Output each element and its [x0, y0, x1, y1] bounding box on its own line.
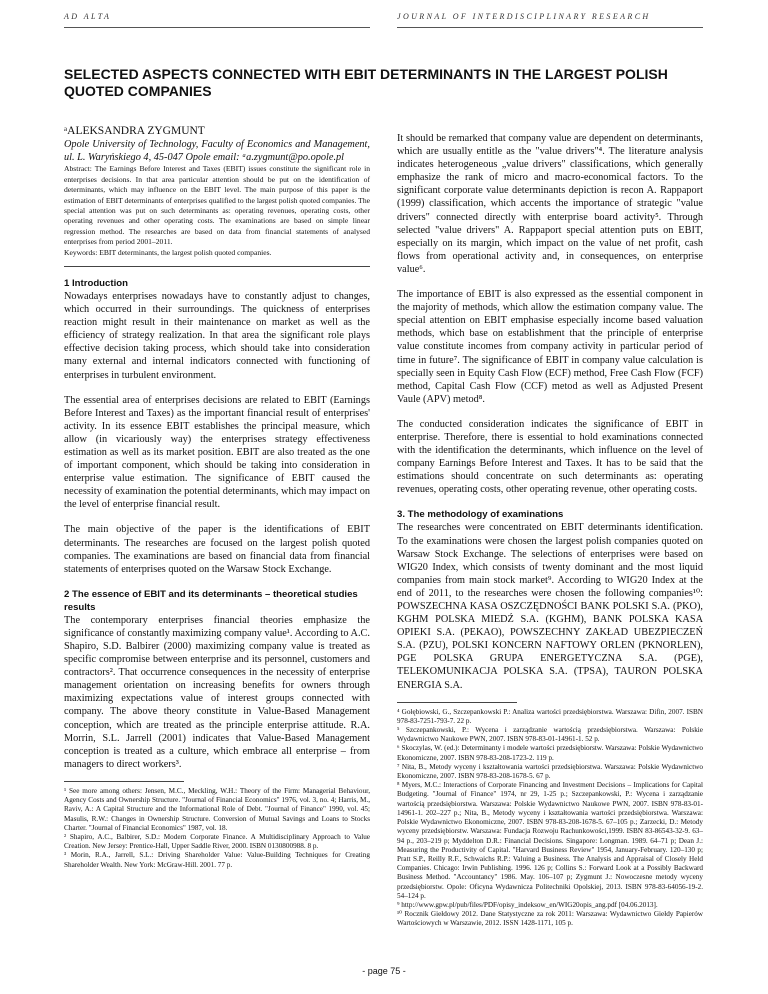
abstract-divider: [64, 266, 370, 267]
section-heading-introduction: 1 Introduction: [64, 277, 128, 289]
keywords: Keywords: EBIT determinants, the largest polish quoted companies.: [64, 247, 272, 257]
right-column: [397, 132, 703, 929]
footnote: ⁹ http://www.gpw.pl/pub/files/PDF/opisy_indeksow_en/WIG20opis_ang.pdf [04.06.2013].: [397, 900, 658, 909]
footnote: ⁴ Gołębiowski, G., Szczepankowski P.: Analiza wartości przedsiębiorstwa. Warszawa: Difin, 2007. ISBN 978-83-7251-793-7. 22 p.: [397, 707, 703, 725]
abstract: Abstract: The Earnings Before Interest and Taxes (EBIT) issues constitute the significant role in enterprises decisions. In that area particular attention should be put on the identification of determinants, which may influence on the EBIT level. The main purpose of this paper is the estimation of EBIT determinants of enterprises qualified to the largest polish quoted companies. The special attention was put on such determinants as: operating revenues, operating costs, other operating revenues and other operating costs. The examinations are based on simple linear regression method. The researches are based on data from financial statements of analysed enterprises from period 2001–2011.: [64, 164, 370, 247]
journal-name: JOURNAL OF INTERDISCIPLINARY RESEARCH: [397, 12, 651, 21]
footnote: ⁷ Nita, B., Metody wyceny i kształtowania wartości przedsiębiorstwa. Warszawa: Polskie Wydawnictwo Ekonomiczne, 2007. ISBN 978-83-208-1678-5. 67 p.: [397, 762, 703, 781]
section-heading-methodology: 3. The methodology of examinations: [397, 509, 564, 521]
determinants-paragraph: The conducted consideration indicates the significance of EBIT in enterprise. Therefore, there is essential to hold examinations connected with the identification the determinants, which influence on the level of company Earnings Before Interest and Taxes. It has to be said that the estimations should concentrate on such determinants as: operating revenues, operating costs, other operating revenue, other operating costs.: [397, 418, 703, 496]
footnote-divider-right: [397, 702, 517, 703]
left-column: [64, 125, 370, 870]
author-affiliation: Opole University of Technology, Faculty of Economics and Management, ul. L. Waryńskiego 4, 45-047 Opole email: ᵃa.zygmunt@po.opole.pl: [64, 139, 370, 164]
methodology-paragraph-1: The researches were concentrated on EBIT determinants identification. To the examinations were chosen the largest polish companies quoted on Warsaw Stock Exchange. The selections of enterprises were based on WIG20 Index, which consists of twenty dominant and the most liquid companies from main stock market⁹. According to WIG20 Index at the end of 2011, to the researches were chosen the following companies¹⁰: POWSZECHNA KASA OSZCZĘDNOŚCI BANK POLSKI S.A. (PKO), KGHM POLSKA MIEDŹ S.A. (KGHM), BANK POLSKA KASA OPIEKI S.A. (PEKAO), POWSZECHNY ZAKŁAD UBEZPIECZEŃ S.A. (PZU), POLSKI KONCERN NAFTOWY ORLEN (PKNORLEN), PGE POLSKA GRUPA ENERGETYCZNA S.A. (PGE), TELEKOMUNIKACJA POLSKA S.A. (TPSA), TAURON POLSKA ENERGIA S.A.: [397, 522, 703, 691]
author-name: ᵃALEKSANDRA ZYGMUNT: [64, 125, 205, 137]
intro-paragraph-2: The essential area of enterprises decisions are related to EBIT (Earnings Before Interest and Taxes) as the important financial result of enterprises' activity. In its essence EBIT establishes the principal measure, which allow (in vicariously way) the enterprises strategy effectiveness estimation as well as its market position. EBIT are also treated as the one of important component, which should be taking into consideration in enterprise value estimation. The significance of EBIT caused the necessity of examination the potential determinants, which may impact on the level of enterprise financial result.: [64, 394, 370, 511]
paper-title: SELECTED ASPECTS CONNECTED WITH EBIT DETERMINANTS IN THE LARGEST POLISH QUOTED COMPANIES: [64, 66, 668, 99]
section2-paragraph-1: The contemporary enterprises financial theories emphasize the significance of constantly maximizing company value¹. According to A.C. Shapiro, S.D. Balbirer (2000) maximizing company value is treated as specific compromise between enterprise and its personnel, customers and contractors². That occurrence consequences in the necessity of enterprise management orientation on increasing benefits for owners through maximizing expectations value of interest groups connected with company. The above theory constitute in Value-Based Management conception, which are treated as the principle enterprise attitude. R.A. Morrin, S.L. Jarrell (2001) indicates that Value-Based Management conception is treated as a culture, which embrace all enterprise – from managers to direct workers³.: [64, 614, 370, 770]
header-rule-right: [397, 27, 703, 28]
footnote: ¹ See more among others: Jensen, M.C., Meckling, W.H.: Theory of the Firm: Managerial Behaviour, Agency Costs and Ownership Structure. "Journal of Financial Economics" 1976, vol. 3, no. 4; Harris, M., Raviv, A.: A Capital Structure and the Informational Role of Debt. "Journal of Finance" 1990, vol. 45; Masulis, R.W.: Changes in Ownership Structure. Conversion of Mutual Savings and Loans to Stocks Charter. "Journal of Financial Economics" 1987, vol. 18.: [64, 786, 370, 832]
journal-abbrev: AD ALTA: [64, 12, 112, 21]
footnote: ⁶ Skoczylas, W. (ed.): Determinanty i modele wartości przedsiębiorstw. Warszawa: Polskie Wydawnictwo Ekonomiczne, 2007. ISBN 978-83-208-1723-2. 119 p.: [397, 744, 703, 762]
footnote: ³ Morin, R.A., Jarrell, S.L.: Driving Shareholder Value: Value-Building Techniques for Creating Shareholder Wealth. New York: McGraw-Hill. 2001. 77 p.: [64, 851, 370, 869]
footnote: ⁵ Szczepankowski, P.: Wycena i zarządzanie wartością przedsiębiorstwa. Warszawa: Polskie Wydawnictwo Naukowe PWN, 2007. ISBN 978-83-01-14961-1. 52 p.: [397, 726, 703, 744]
footnote-divider-left: [64, 781, 184, 782]
footnote: ⁸ Myers, M.C.: Interactions of Corporate Financing and Investment Decisions – Implications for Capital Budgeting. "Journal of Finance" 1974, nr 29, 1-25 p.; Szczepankowski, P.: Wycena i zarządzanie wartością przedsiębiorstwa. Warszawa: Polskie Wydawnictwo Naukowe PWN, 2007. ISBN 978-83-01-14961-1. 202–227 p.; Nita, B., Metody wyceny i kształtowania wartości przedsiębiorstwa. Warszawa: Polskie Wydawnictwo Ekonomiczne, 2007. ISBN 978-83-208-1678-5. 67–105 p.; Zarzecki, D.: Metody wyceny przedsiębiorstw. Warszawa: Fundacja Rozwoju Rachunkowości,1999. ISBN 83-86543-32-9. 63–94 p., 203–219 p; Myddelton D.R.: Financial Decisions. Singapore: Longman. 1989. 64–71 p; Dean J.: Measuring the Productivity of Capital. "Harvard Business Review" 1954, January-February. 120–130 p; Pratt S.P., Reilly R.F., Schwaichs R.P.: Valuing a Business. The Analysis and Appraisal of Closely Held Companies. Chicago: Irwin Publishing. 1996. 126 p; Collins S.: Forward Look at a Possibly Backward Business Method. "Accountancy" 1986. May. 106–107 p; Zygmunt J.: Nowoczesne metody wyceny przedsiębiorstw. Opole: Oficyna Wydawnicza Politechniki Opolskiej, 2013. ISBN 978-83-64056-19-2. 54–124 p.: [397, 781, 703, 900]
intro-paragraph-3: The main objective of the paper is the identifications of EBIT determinants. The researches are focused on the largest polish quoted companies. The examinations are based on financial data from financial statements of enterprises quoted on the Warsaw Stock Exchange.: [64, 524, 370, 575]
footnote: ² Shapiro, A.C., Balbirer, S.D.: Modern Corporate Finance. A Multidisciplinary Approach to Value Creation. New Jersey: Prentice-Hall, Upper Saddle River, 2000. ISBN 0130800988. 8 p.: [64, 832, 370, 851]
page-number: - page 75 -: [362, 966, 406, 976]
header-rule-left: [64, 27, 370, 28]
value-drivers-paragraph: It should be remarked that company value are dependent on determinants, which are usually entitle as the "value drivers"⁴. The literature analysis indicates heterogeneous „value drivers" classifications, which generally emphasize the rank of micro and macro-economical factors. To the significant corporate value determinants depiction is recon A. Rappaport (1999) classification, which accents the importance of strategic "value drivers" connected directly with enterprise board activity⁵. Through selected "value drivers" A. Rappaport special attention puts on EBIT, especially on its margin, which impact on the value of net profit, cash flows from operational activity and, in consequences, on enterprise value⁶.: [397, 133, 703, 275]
footnote: ¹⁰ Rocznik Giełdowy 2012. Dane Statystyczne za rok 2011: Warszawa: Wydawnictwo Giełdy Papierów Wartościowych w Warszawie, 2012. ISSN 1428-1171, 105 p.: [397, 910, 703, 928]
intro-paragraph-1: Nowadays enterprises nowadays have to constantly adjust to changes, which occurred in their surroundings. The quickness of enterprises reaction might result in their maintenance on market as well as the efficiency of strategy realization. In that area the significant role plays effective decision taking process, which should take into consideration many external and internal indicators connected with functioning of enterprises in turbulent environment.: [64, 290, 370, 381]
ebit-importance-paragraph: The importance of EBIT is also expressed as the essential component in the majority of methods, which allow the estimation company value. The special attention on EBIT emphasise especially income based valuation methods, which base on establishment that the principle of enterprise value constitute incomes from company activity in particular period of time in future⁷. The significance of EBIT in company value calculation is specially seen in Equity Cash Flow (ECF) method, Free Cash Flow (FCF) method, Capital Cash Flow (CCF) metod as well as Adjusted Present Vaule (APV) metod⁸.: [397, 289, 703, 405]
section-heading-ebit-essence: 2 The essence of EBIT and its determinants – theoretical studies results: [64, 588, 358, 613]
